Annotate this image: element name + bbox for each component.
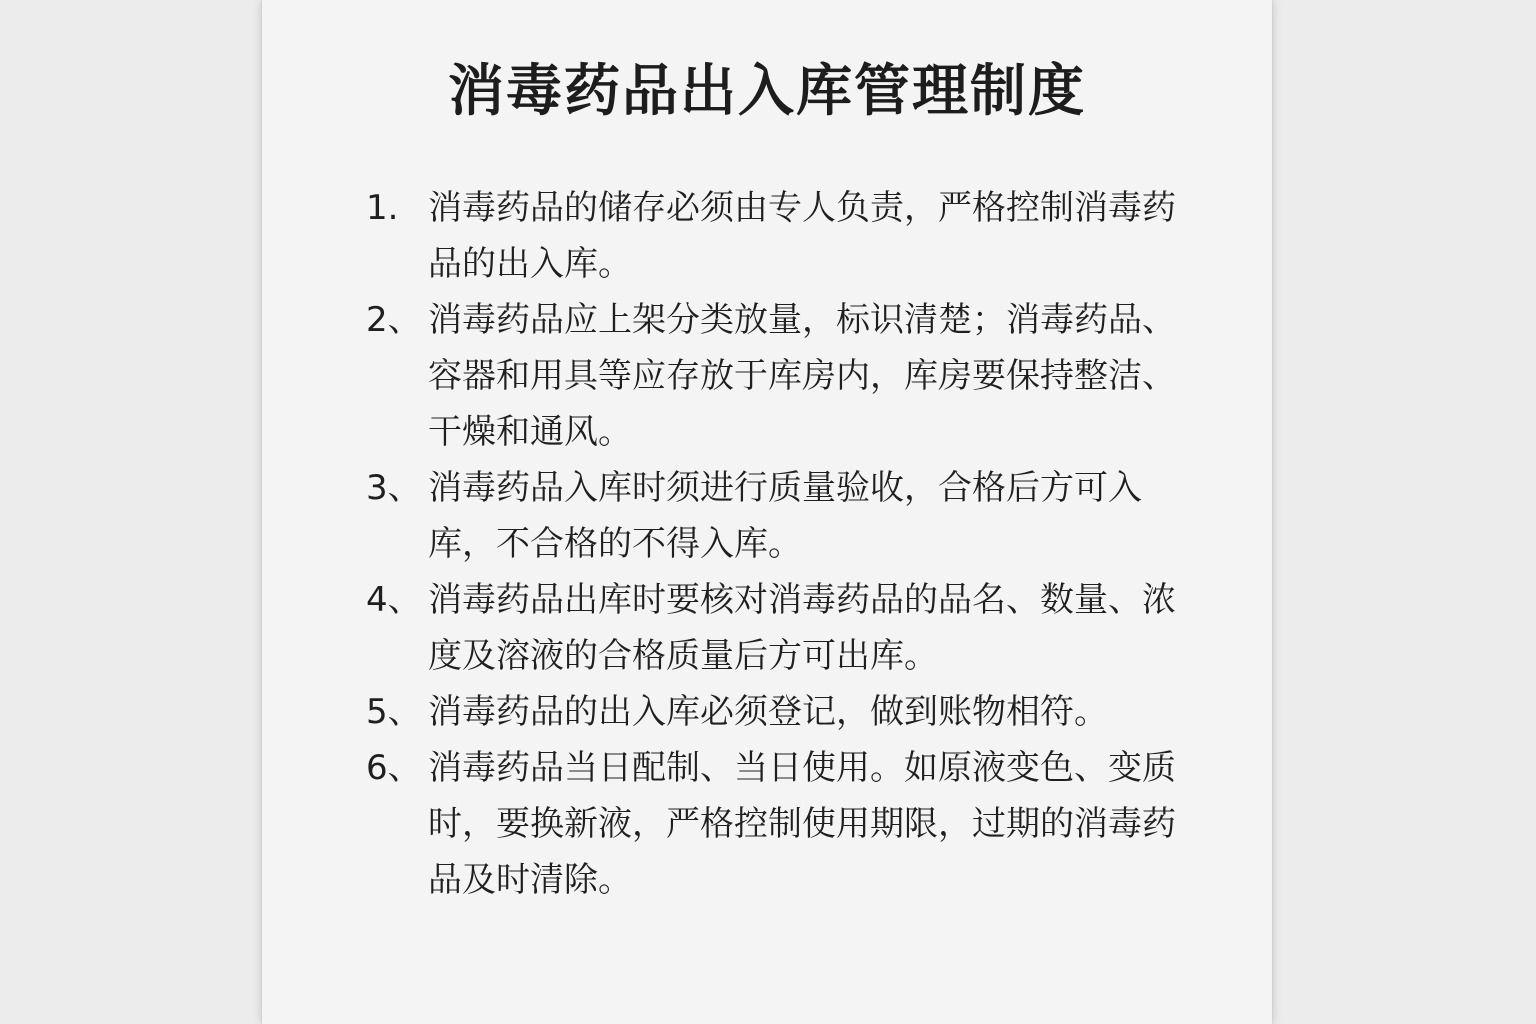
rule-item-6 xyxy=(366,740,1206,908)
rule-item-1 xyxy=(366,180,1206,292)
rule-text: 消毒药品的出入库必须登记，做到账物相符。 xyxy=(428,692,1108,732)
rule-number: 4、 xyxy=(366,580,422,620)
rule-number: 1. xyxy=(366,188,399,228)
rule-number: 3、 xyxy=(366,468,422,508)
document-title: 消毒药品出入库管理制度 xyxy=(448,59,1086,124)
rule-text: 消毒药品出库时要核对消毒药品的品名、数量、浓度及溶液的合格质量后方可出库。 xyxy=(428,580,1176,676)
rule-item-4 xyxy=(366,572,1206,684)
rule-number: 6、 xyxy=(366,748,422,788)
rule-text: 消毒药品的储存必须由专人负责，严格控制消毒药品的出入库。 xyxy=(428,188,1176,284)
rule-item-5 xyxy=(366,684,1206,740)
rule-number: 2、 xyxy=(366,300,422,340)
rule-text: 消毒药品当日配制、当日使用。如原液变色、变质时，要换新液，严格控制使用期限，过期的消毒药品及时清除。 xyxy=(428,748,1176,900)
rule-text: 消毒药品入库时须进行质量验收，合格后方可入库，不合格的不得入库。 xyxy=(428,468,1142,564)
rule-text: 消毒药品应上架分类放量，标识清楚；消毒药品、容器和用具等应存放于库房内，库房要保持整洁、干燥和通风。 xyxy=(428,300,1176,452)
rule-number: 5、 xyxy=(366,692,422,732)
rule-item-3 xyxy=(366,460,1206,572)
rule-item-2 xyxy=(366,292,1206,460)
document-page xyxy=(262,0,1272,1024)
rules-list xyxy=(366,180,1206,908)
